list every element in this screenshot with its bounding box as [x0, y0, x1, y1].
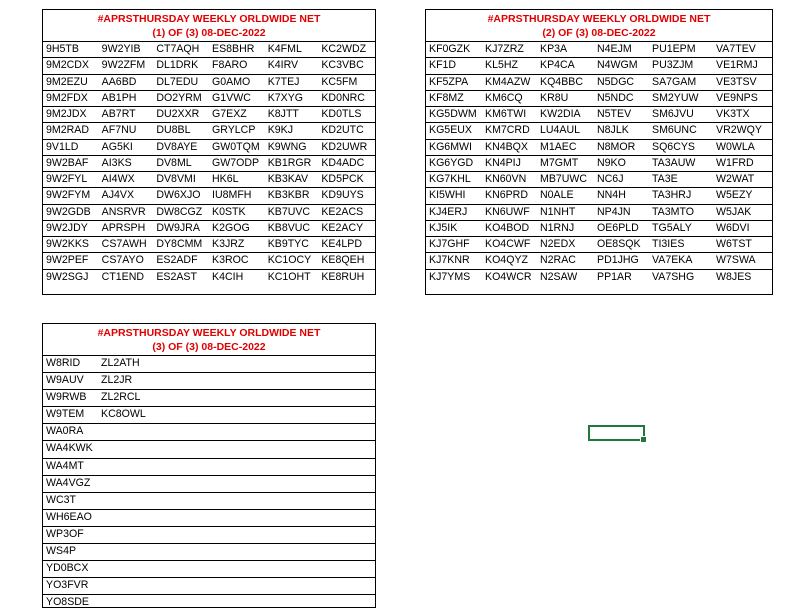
- callsign-cell[interactable]: KJ5IK: [429, 221, 458, 234]
- callsign-cell[interactable]: OE6PLD: [597, 221, 639, 234]
- callsign-cell[interactable]: W0WLA: [716, 140, 755, 153]
- callsign-cell[interactable]: [98, 544, 158, 560]
- callsign-cell[interactable]: KB3KBR: [267, 189, 310, 202]
- callsign-cell[interactable]: PP1AR: [597, 270, 632, 283]
- callsign-cell[interactable]: K9KJ: [267, 124, 294, 137]
- table-row: [426, 221, 772, 237]
- callsign-cell[interactable]: W2WAT: [716, 173, 755, 185]
- callsign-cell[interactable]: K3JRZ: [212, 238, 245, 250]
- callsign-cell[interactable]: KP4CA: [540, 59, 575, 72]
- table-row: [43, 390, 375, 407]
- callsign-cell[interactable]: VR2WQY: [716, 124, 762, 137]
- callsign-cell[interactable]: TA3E: [652, 173, 678, 185]
- callsign-cell[interactable]: DW8CGZ: [156, 205, 203, 218]
- callsign-cell[interactable]: APRSPH: [101, 221, 146, 234]
- callsign-cell[interactable]: GW7ODP: [212, 156, 260, 169]
- callsign-cell[interactable]: TA3MTO: [652, 205, 694, 218]
- callsign-cell[interactable]: K4IRV: [267, 59, 299, 72]
- table-row: [426, 140, 772, 156]
- table-row: [43, 156, 375, 172]
- callsign-cell[interactable]: WA0RA: [46, 425, 84, 438]
- callsign-cell[interactable]: AJ4VX: [101, 189, 135, 202]
- callsign-cell[interactable]: 9W2PEF: [46, 254, 89, 267]
- fill-handle[interactable]: [640, 436, 647, 443]
- callsign-cell[interactable]: ES2AST: [156, 270, 197, 283]
- callsign-cell[interactable]: 9V1LD: [46, 140, 79, 153]
- callsign-cell[interactable]: [98, 424, 158, 440]
- table-row: [43, 172, 375, 188]
- callsign-cell[interactable]: WH6EAO: [46, 510, 92, 523]
- callsign-cell[interactable]: KB1RGR: [267, 156, 312, 169]
- callsign-cell[interactable]: 9M2FDX: [46, 91, 88, 104]
- callsign-cell[interactable]: VA7SHG: [652, 270, 695, 283]
- callsign-cell[interactable]: NP4JN: [597, 205, 631, 218]
- table-row: [426, 237, 772, 253]
- callsign-cell[interactable]: DO2YRM: [156, 91, 202, 104]
- callsign-cell[interactable]: AB7RT: [101, 108, 136, 120]
- callsign-cell[interactable]: 9M2EZU: [46, 75, 88, 88]
- callsign-cell[interactable]: [98, 493, 158, 509]
- table-subtitle: (3) OF (3) 08-DEC-2022: [43, 340, 375, 356]
- table-row: [426, 107, 772, 123]
- callsign-cell[interactable]: NN4H: [597, 189, 626, 202]
- callsign-cell[interactable]: AB1PH: [101, 91, 137, 104]
- callsign-cell[interactable]: AI3KS: [101, 156, 132, 169]
- callsign-cell[interactable]: VA7TEV: [716, 43, 756, 55]
- callsign-cell[interactable]: DV8VMI: [156, 173, 196, 185]
- table-row: [426, 253, 772, 269]
- callsign-table-3: [42, 323, 376, 608]
- callsign-cell[interactable]: 9H5TB: [46, 43, 79, 55]
- callsign-cell[interactable]: KD2UWR: [321, 140, 368, 153]
- callsign-cell[interactable]: KJ7GHF: [429, 238, 470, 250]
- callsign-cell[interactable]: [98, 561, 158, 577]
- callsign-cell[interactable]: WC3T: [46, 493, 77, 506]
- callsign-cell[interactable]: YO8SDE: [46, 596, 89, 609]
- callsign-cell[interactable]: [98, 510, 158, 526]
- callsign-cell[interactable]: KD9UYS: [321, 189, 364, 202]
- callsign-cell[interactable]: KG5EUX: [429, 124, 472, 137]
- callsign-cell[interactable]: DY8CMM: [156, 238, 203, 250]
- table-header: [43, 324, 375, 356]
- table-row: [43, 188, 375, 204]
- callsign-cell[interactable]: 9M2RAD: [46, 124, 89, 137]
- callsign-cell[interactable]: PU1EPM: [652, 43, 696, 55]
- callsign-cell[interactable]: KN6PRD: [485, 189, 528, 202]
- callsign-cell[interactable]: KB9TYC: [267, 238, 309, 250]
- callsign-cell[interactable]: KW2DIA: [540, 108, 581, 120]
- callsign-cell[interactable]: TG5ALY: [652, 221, 692, 234]
- table-row: [43, 270, 375, 286]
- callsign-cell[interactable]: ZL2RCL: [101, 391, 141, 404]
- callsign-cell[interactable]: CS7AWH: [101, 238, 147, 250]
- callsign-cell[interactable]: ZL2ATH: [101, 357, 140, 369]
- callsign-cell[interactable]: TA3HRJ: [652, 189, 692, 202]
- table-row: [43, 407, 375, 424]
- callsign-cell[interactable]: KE2ACY: [321, 221, 364, 234]
- callsign-cell[interactable]: W9AUV: [46, 374, 84, 387]
- callsign-cell[interactable]: LU4AUL: [540, 124, 581, 137]
- callsign-cell[interactable]: W1FRD: [716, 156, 754, 169]
- callsign-cell[interactable]: DL1DRK: [156, 59, 199, 72]
- table-row: [43, 237, 375, 253]
- table-title: #APRSTHURSDAY WEEKLY ORLDWIDE NET: [487, 13, 711, 25]
- callsign-cell[interactable]: 9W2ZFM: [101, 59, 146, 72]
- callsign-cell[interactable]: K7TEJ: [267, 75, 300, 88]
- callsign-cell[interactable]: PU3ZJM: [652, 59, 694, 72]
- callsign-cell[interactable]: N5NDC: [597, 91, 634, 104]
- callsign-cell[interactable]: WA4VGZ: [46, 476, 91, 489]
- table-header: [43, 10, 375, 42]
- callsign-cell[interactable]: 9W2JDY: [46, 221, 88, 234]
- callsign-cell[interactable]: N9KO: [597, 156, 626, 169]
- callsign-cell[interactable]: K9WNG: [267, 140, 307, 153]
- callsign-cell[interactable]: DL7EDU: [156, 75, 199, 88]
- callsign-cell[interactable]: VE9NPS: [716, 91, 758, 104]
- callsign-cell[interactable]: [98, 459, 158, 475]
- callsign-cell[interactable]: GRYLCP: [212, 124, 256, 137]
- callsign-cell[interactable]: KD2UTC: [321, 124, 364, 137]
- callsign-cell[interactable]: DW9JRA: [156, 221, 200, 234]
- callsign-cell[interactable]: N2EDX: [540, 238, 576, 250]
- callsign-cell[interactable]: KF0GZK: [429, 43, 471, 55]
- callsign-cell[interactable]: TI3IES: [652, 238, 685, 250]
- table-row: [426, 156, 772, 172]
- callsign-cell[interactable]: K4CIH: [212, 270, 244, 283]
- table-row: [43, 424, 375, 441]
- callsign-cell[interactable]: 9M2CDX: [46, 59, 89, 72]
- callsign-cell[interactable]: K2GOG: [212, 221, 250, 234]
- callsign-cell[interactable]: KE2ACS: [321, 205, 364, 218]
- table-row: [426, 42, 772, 58]
- callsign-cell[interactable]: CT1END: [101, 270, 145, 283]
- callsign-cell[interactable]: KJ4ERJ: [429, 205, 468, 218]
- callsign-cell[interactable]: KD4ADC: [321, 156, 365, 169]
- callsign-cell[interactable]: KD0TLS: [321, 108, 362, 120]
- table-row: [426, 188, 772, 204]
- callsign-cell[interactable]: KN6UWF: [485, 205, 530, 218]
- callsign-cell[interactable]: N1NHT: [540, 205, 576, 218]
- callsign-cell[interactable]: M1AEC: [540, 140, 577, 153]
- callsign-table-2: [425, 9, 773, 295]
- callsign-cell[interactable]: KQ4BBC: [540, 75, 583, 88]
- callsign-cell[interactable]: N1RNJ: [540, 221, 575, 234]
- callsign-cell[interactable]: OE8SQK: [597, 238, 641, 250]
- callsign-cell[interactable]: KF1D: [429, 59, 457, 72]
- callsign-cell[interactable]: 9M2JDX: [46, 108, 87, 120]
- table-row: [426, 91, 772, 107]
- callsign-cell[interactable]: KL5HZ: [485, 59, 518, 72]
- callsign-cell[interactable]: 9W2SGJ: [46, 270, 89, 283]
- table-row: [426, 172, 772, 188]
- callsign-cell[interactable]: W6TST: [716, 238, 752, 250]
- callsign-cell[interactable]: N2SAW: [540, 270, 578, 283]
- table-row: [43, 595, 375, 612]
- callsign-cell[interactable]: KC2WDZ: [321, 43, 367, 55]
- table-row: [43, 221, 375, 237]
- callsign-cell[interactable]: DV8AYE: [156, 140, 198, 153]
- callsign-cell[interactable]: 9W2YIB: [101, 43, 141, 55]
- callsign-cell[interactable]: KE4LPD: [321, 238, 362, 250]
- callsign-cell[interactable]: M7GMT: [540, 156, 579, 169]
- table-row: [43, 373, 375, 390]
- callsign-cell[interactable]: CS7AYO: [101, 254, 144, 267]
- callsign-cell[interactable]: W8JES: [716, 270, 752, 283]
- table-title: #APRSTHURSDAY WEEKLY ORLDWIDE NET: [97, 13, 321, 25]
- callsign-cell[interactable]: KI5WHI: [429, 189, 466, 202]
- callsign-cell[interactable]: YO3FVR: [46, 579, 89, 592]
- table-row: [43, 578, 375, 595]
- table-row: [43, 441, 375, 458]
- table-row: [43, 91, 375, 107]
- callsign-cell[interactable]: VK3TX: [716, 108, 750, 120]
- table-row: [43, 527, 375, 544]
- table-row: [43, 205, 375, 221]
- callsign-cell[interactable]: KR8U: [540, 91, 569, 104]
- callsign-cell[interactable]: VE1RMJ: [716, 59, 758, 72]
- table-row: [426, 205, 772, 221]
- callsign-cell[interactable]: DW6XJO: [156, 189, 201, 202]
- callsign-cell[interactable]: KC3VBC: [321, 59, 364, 72]
- callsign-cell[interactable]: KG6MWI: [429, 140, 472, 153]
- callsign-cell[interactable]: [98, 441, 158, 457]
- callsign-cell[interactable]: WP3OF: [46, 527, 84, 540]
- callsign-cell[interactable]: [98, 527, 158, 543]
- callsign-cell[interactable]: KN60VN: [485, 173, 527, 185]
- table-row: [43, 510, 375, 527]
- callsign-cell[interactable]: YD0BCX: [46, 562, 89, 575]
- callsign-cell[interactable]: G0AMO: [212, 75, 251, 88]
- callsign-cell[interactable]: KD0NRC: [321, 91, 365, 104]
- callsign-cell[interactable]: SM6UNC: [652, 124, 697, 137]
- table-row: [426, 270, 772, 286]
- callsign-cell[interactable]: KJ7KNR: [429, 254, 470, 267]
- callsign-cell[interactable]: SA7GAM: [652, 75, 697, 88]
- callsign-cell[interactable]: 9W2FYL: [46, 173, 88, 185]
- callsign-cell[interactable]: K3ROC: [212, 254, 249, 267]
- callsign-cell[interactable]: KO4CWF: [485, 238, 531, 250]
- table-row: [43, 107, 375, 123]
- callsign-cell[interactable]: K0STK: [212, 205, 246, 218]
- callsign-cell[interactable]: TA3AUW: [652, 156, 696, 169]
- table-row: [43, 123, 375, 139]
- table-row: [43, 544, 375, 561]
- callsign-cell[interactable]: KM6TWI: [485, 108, 527, 120]
- callsign-cell[interactable]: KC8OWL: [101, 408, 146, 421]
- callsign-cell[interactable]: ZL2JR: [101, 374, 133, 387]
- callsign-cell[interactable]: KM6CQ: [485, 91, 523, 104]
- callsign-cell[interactable]: KE8RUH: [321, 270, 365, 283]
- callsign-cell[interactable]: W9RWB: [46, 391, 87, 404]
- table-row: [426, 123, 772, 139]
- callsign-cell[interactable]: SM2YUW: [652, 91, 699, 104]
- callsign-cell[interactable]: N5DGC: [597, 75, 635, 88]
- table-row: [426, 75, 772, 91]
- callsign-cell[interactable]: KM4AZW: [485, 75, 531, 88]
- callsign-cell[interactable]: VA7EKA: [652, 254, 693, 267]
- callsign-cell[interactable]: SM6JVU: [652, 108, 694, 120]
- callsign-cell[interactable]: WA4KWK: [46, 442, 93, 455]
- table-row: [43, 58, 375, 74]
- callsign-cell[interactable]: ES2ADF: [156, 254, 198, 267]
- callsign-cell[interactable]: K8JTT: [267, 108, 299, 120]
- callsign-cell[interactable]: KO4BOD: [485, 221, 530, 234]
- table-row: [43, 459, 375, 476]
- table-header: [426, 10, 772, 42]
- callsign-cell[interactable]: G7EXZ: [212, 108, 247, 120]
- callsign-cell[interactable]: [98, 595, 158, 612]
- table-row: [43, 140, 375, 156]
- callsign-cell[interactable]: 9W2GDB: [46, 205, 91, 218]
- callsign-cell[interactable]: KD5PCK: [321, 173, 364, 185]
- callsign-cell[interactable]: KM7CRD: [485, 124, 530, 137]
- callsign-cell[interactable]: KJ7YMS: [429, 270, 471, 283]
- callsign-cell[interactable]: 9W2BAF: [46, 156, 89, 169]
- callsign-cell[interactable]: KP3A: [540, 43, 568, 55]
- table-row: [43, 75, 375, 91]
- callsign-cell[interactable]: KE8QEH: [321, 254, 365, 267]
- callsign-cell[interactable]: SQ6CYS: [652, 140, 695, 153]
- table-body: [43, 356, 375, 612]
- callsign-cell[interactable]: KF8MZ: [429, 91, 464, 104]
- callsign-cell[interactable]: W5EZY: [716, 189, 753, 202]
- callsign-cell[interactable]: KO4QYZ: [485, 254, 528, 267]
- callsign-cell[interactable]: N0ALE: [540, 189, 574, 202]
- callsign-cell[interactable]: WS4P: [46, 545, 77, 558]
- callsign-cell[interactable]: W8RID: [46, 357, 81, 369]
- callsign-cell[interactable]: AA6BD: [101, 75, 137, 88]
- table-row: [43, 561, 375, 578]
- callsign-cell[interactable]: IU8MFH: [212, 189, 252, 202]
- callsign-cell[interactable]: F8ARO: [212, 59, 248, 72]
- callsign-table-1: [42, 9, 376, 295]
- callsign-cell[interactable]: KG6YGD: [429, 156, 474, 169]
- callsign-cell[interactable]: MB7UWC: [540, 173, 588, 185]
- callsign-cell[interactable]: KB3KAV: [267, 173, 309, 185]
- table-row: [43, 476, 375, 493]
- selected-cell[interactable]: [588, 425, 645, 441]
- callsign-cell[interactable]: HK6L: [212, 173, 239, 185]
- callsign-cell[interactable]: K7XYG: [267, 91, 304, 104]
- callsign-cell[interactable]: N8JLK: [597, 124, 629, 137]
- callsign-cell[interactable]: AI4WX: [101, 173, 135, 185]
- callsign-cell[interactable]: KB8VUC: [267, 221, 311, 234]
- callsign-cell[interactable]: N8MOR: [597, 140, 636, 153]
- callsign-cell[interactable]: DU8BL: [156, 124, 191, 137]
- callsign-cell[interactable]: KB7UVC: [267, 205, 311, 218]
- callsign-cell[interactable]: GW0TQM: [212, 140, 260, 153]
- callsign-cell[interactable]: [98, 578, 158, 594]
- callsign-cell[interactable]: 9W2FYM: [46, 189, 91, 202]
- callsign-cell[interactable]: KC1OHT: [267, 270, 311, 283]
- table-title: #APRSTHURSDAY WEEKLY ORLDWIDE NET: [97, 327, 321, 339]
- callsign-cell[interactable]: W5JAK: [716, 205, 752, 218]
- callsign-cell[interactable]: N4EJM: [597, 43, 632, 55]
- callsign-cell[interactable]: ES8BHR: [212, 43, 255, 55]
- callsign-cell[interactable]: 9W2KKS: [46, 238, 89, 250]
- table-row: [43, 42, 375, 58]
- table-row: [43, 356, 375, 373]
- table-row: [426, 58, 772, 74]
- table-subtitle: (1) OF (3) 08-DEC-2022: [43, 26, 375, 42]
- table-row: [43, 253, 375, 269]
- callsign-cell[interactable]: CT7AQH: [156, 43, 200, 55]
- callsign-cell[interactable]: KN4PIJ: [485, 156, 521, 169]
- callsign-cell[interactable]: DU2XXR: [156, 108, 200, 120]
- callsign-cell[interactable]: KO4WCR: [485, 270, 532, 283]
- callsign-cell[interactable]: N2RAC: [540, 254, 576, 267]
- callsign-cell[interactable]: WA4MT: [46, 459, 84, 472]
- callsign-cell[interactable]: KC1OCY: [267, 254, 312, 267]
- table-body: [43, 42, 375, 286]
- callsign-cell[interactable]: [98, 476, 158, 492]
- callsign-cell[interactable]: KJ7ZRZ: [485, 43, 524, 55]
- callsign-cell[interactable]: N4WGM: [597, 59, 638, 72]
- callsign-cell[interactable]: N5TEV: [597, 108, 632, 120]
- callsign-cell[interactable]: KN4BQX: [485, 140, 528, 153]
- callsign-cell[interactable]: KG5DWM: [429, 108, 477, 120]
- callsign-cell[interactable]: KC5FM: [321, 75, 358, 88]
- callsign-cell[interactable]: DV8ML: [156, 156, 192, 169]
- callsign-cell[interactable]: AF7NU: [101, 124, 137, 137]
- callsign-cell[interactable]: ANSRVR: [101, 205, 146, 218]
- table-row: [43, 493, 375, 510]
- callsign-cell[interactable]: AG5KI: [101, 140, 133, 153]
- callsign-cell[interactable]: W6DVI: [716, 221, 750, 234]
- callsign-cell[interactable]: PD1JHG: [597, 254, 639, 267]
- table-body: [426, 42, 772, 286]
- callsign-cell[interactable]: KG7KHL: [429, 173, 471, 185]
- callsign-cell[interactable]: VE3TSV: [716, 75, 757, 88]
- callsign-cell[interactable]: KF5ZPA: [429, 75, 469, 88]
- callsign-cell[interactable]: W7SWA: [716, 254, 756, 267]
- callsign-cell[interactable]: G1VWC: [212, 91, 251, 104]
- table-subtitle: (2) OF (3) 08-DEC-2022: [426, 26, 772, 42]
- callsign-cell[interactable]: NC6J: [597, 173, 624, 185]
- callsign-cell[interactable]: W9TEM: [46, 408, 85, 421]
- callsign-cell[interactable]: K4FML: [267, 43, 302, 55]
